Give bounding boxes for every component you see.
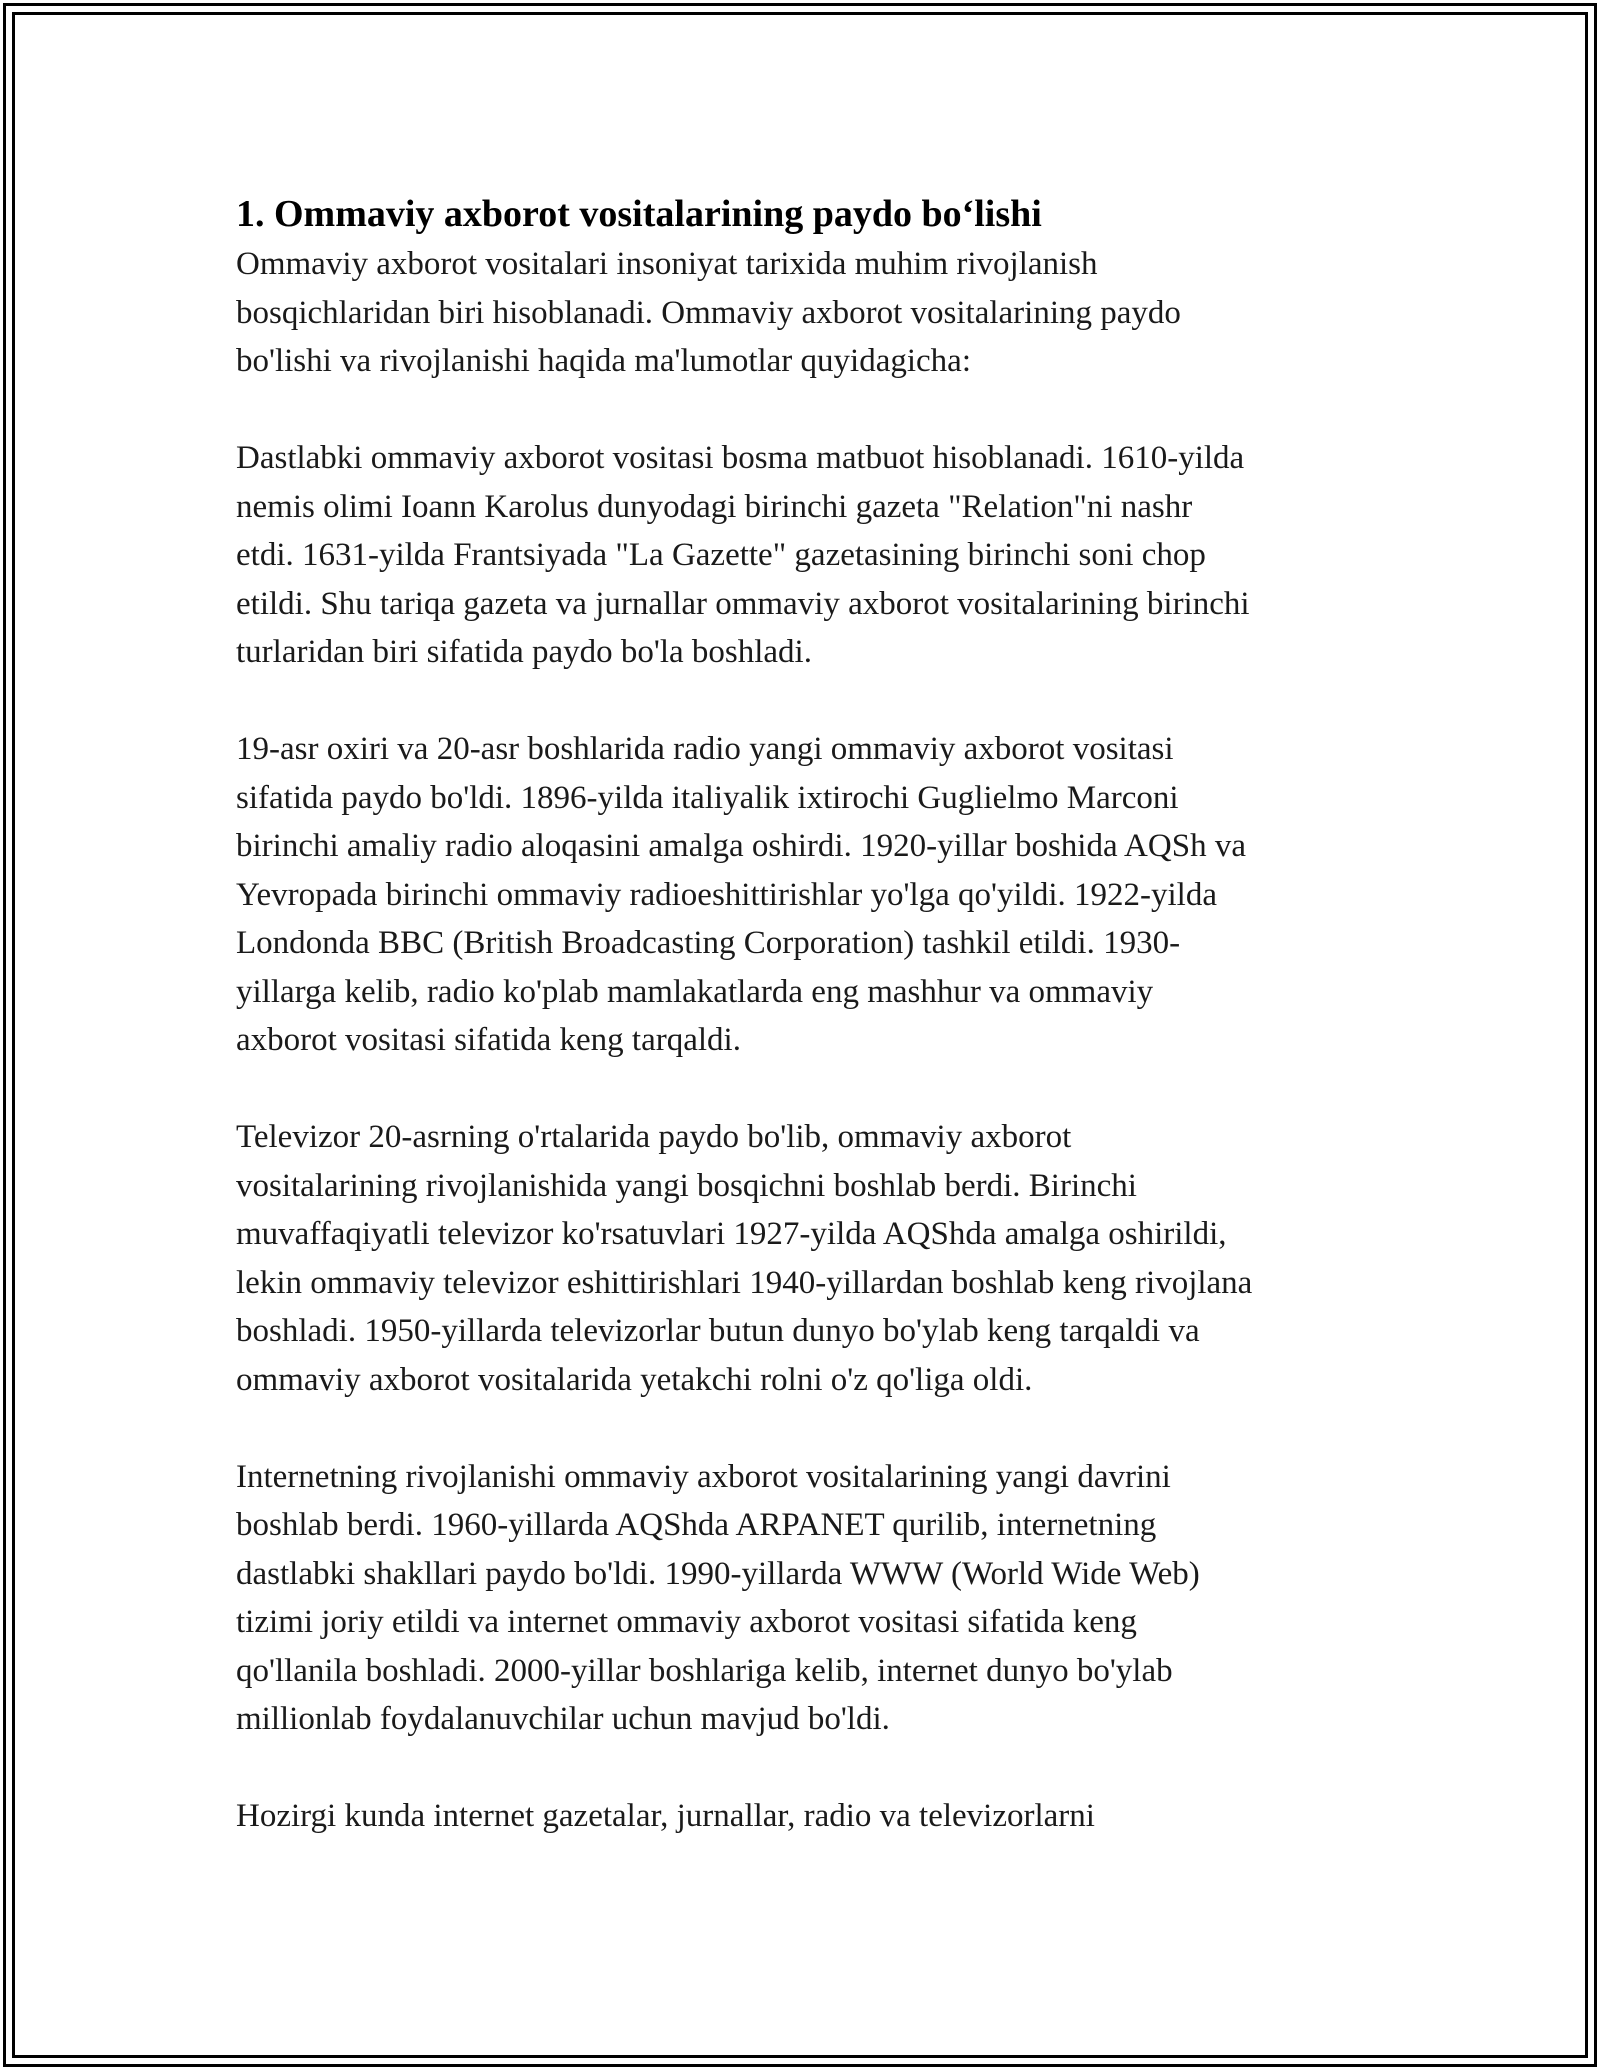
paragraph-line: Internetning rivojlanishi ommaviy axborot vositalarining yangi davrini: [236, 1458, 1171, 1495]
paragraph-line: axborot vositasi sifatida keng tarqaldi.: [236, 1022, 741, 1058]
paragraph-line: nemis olimi Ioann Karolus dunyodagi birinchi gazeta "Relation"ni nashr: [236, 488, 1193, 525]
document-body: [236, 188, 1386, 1841]
paragraph: [236, 1113, 1386, 1404]
paragraph-line: Hozirgi kunda internet gazetalar, jurnallar, radio va televizorlarni: [236, 1798, 1095, 1834]
paragraph: [236, 1453, 1386, 1744]
paragraph: [236, 725, 1386, 1065]
paragraph-line: Londonda BBC (British Broadcasting Corporation) tashkil etildi. 1930-: [236, 925, 1181, 961]
paragraph-line: sifatida paydo bo'ldi. 1896-yilda italiyalik ixtirochi Guglielmo Marconi: [236, 779, 1179, 816]
paragraph-line: dastlabki shakllari paydo bo'ldi. 1990-yillarda WWW (World Wide Web): [236, 1555, 1200, 1592]
paragraph-line: boshlab berdi. 1960-yillarda AQShda ARPANET qurilib, internetning: [236, 1507, 1157, 1543]
paragraph-line: bo'lishi va rivojlanishi haqida ma'lumotlar quyidagicha:: [236, 343, 971, 379]
paragraph-line: millionlab foydalanuvchilar uchun mavjud bo'ldi.: [236, 1701, 890, 1737]
paragraph-line: Yevropada birinchi ommaviy radioeshittirishlar yo'lga qo'yildi. 1922-yilda: [236, 876, 1217, 913]
paragraph-line: Ommaviy axborot vositalari insoniyat tarixida muhim rivojlanish: [236, 246, 1098, 282]
paragraph: [236, 240, 1386, 386]
paragraph-line: tizimi joriy etildi va internet ommaviy axborot vositasi sifatida keng: [236, 1604, 1137, 1640]
paragraph: [236, 1792, 1386, 1841]
paragraph-line: muvaffaqiyatli televizor ko'rsatuvlari 1927-yilda AQShda amalga oshirildi,: [236, 1216, 1227, 1252]
paragraph-line: etildi. Shu tariqa gazeta va jurnallar ommaviy axborot vositalarining birinchi: [236, 585, 1250, 622]
paragraph-line: ommaviy axborot vositalarida yetakchi rolni o'z qo'liga oldi.: [236, 1361, 1033, 1398]
paragraph-line: lekin ommaviy televizor eshittirishlari 1940-yillardan boshlab keng rivojlana: [236, 1264, 1253, 1301]
paragraph-line: birinchi amaliy radio aloqasini amalga oshirdi. 1920-yillar boshida AQSh va: [236, 828, 1246, 864]
section-heading: 1. Ommaviy axborot vositalarining paydo bo‘lishi: [236, 193, 1042, 235]
paragraph-line: Dastlabki ommaviy axborot vositasi bosma matbuot hisoblanadi. 1610-yilda: [236, 440, 1245, 476]
paragraph-line: turlaridan biri sifatida paydo bo'la boshladi.: [236, 634, 812, 670]
paragraph-line: qo'llanila boshladi. 2000-yillar boshlariga kelib, internet dunyo bo'ylab: [236, 1652, 1173, 1689]
paragraph-line: vositalarining rivojlanishida yangi bosqichni boshlab berdi. Birinchi: [236, 1167, 1137, 1204]
paragraph-line: Televizor 20-asrning o'rtalarida paydo bo'lib, ommaviy axborot: [236, 1119, 1072, 1155]
paragraph-line: etdi. 1631-yilda Frantsiyada "La Gazette" gazetasining birinchi soni chop: [236, 537, 1206, 573]
paragraph-line: 19-asr oxiri va 20-asr boshlarida radio yangi ommaviy axborot vositasi: [236, 731, 1174, 767]
paragraph: [236, 434, 1386, 677]
paragraph-list: [236, 240, 1386, 1841]
paragraph-line: boshladi. 1950-yillarda televizorlar butun dunyo bo'ylab keng tarqaldi va: [236, 1313, 1200, 1349]
paragraph-line: yillarga kelib, radio ko'plab mamlakatlarda eng mashhur va ommaviy: [236, 973, 1154, 1010]
paragraph-line: bosqichlaridan biri hisoblanadi. Ommaviy axborot vositalarining paydo: [236, 294, 1181, 331]
